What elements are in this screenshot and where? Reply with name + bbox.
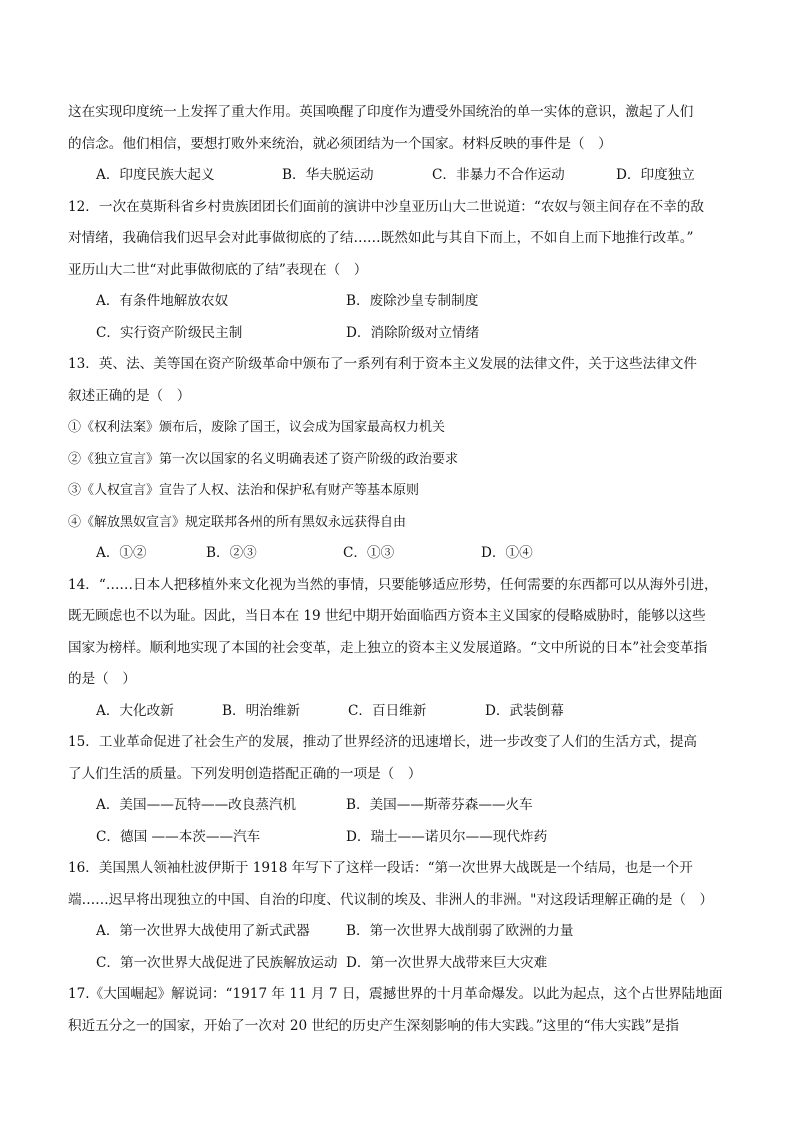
q12-option-d: D．消除阶级对立情绪 [346,324,480,341]
q16-stem-line-2: 端……迟早将出现独立的中国、自治的印度、代议制的埃及、非洲人的非洲。"对这段话理解正确的是（ ） [68,891,714,908]
q11-option-d: D．印度独立 [616,167,695,183]
q13-statement-1: ①《权利法案》颁布后，废除了国王，议会成为国家最高权力机关 [68,420,446,435]
q15-stem-line-2: 了人们生活的质量。下列发明创造搭配正确的一项是（ ） [68,765,422,782]
q16-stem-line-1: 16．美国黑人领袖杜波伊斯于 1918 年写下了这样一段话：“第一次世界大战既是一个结局，也是一个开 [68,860,693,876]
q15-option-c: C．德国 ——本茨——汽车 [96,828,261,845]
q13-statement-3: ③《人权宣言》宣告了人权、法治和保护私有财产等基本原则 [68,483,420,498]
q12-options-row-2 [68,318,724,350]
q14-option-c: C．百日维新 [348,702,427,719]
q14-stem-line-2: 既无顾虑也不以为耻。因此，当日本在 19 世纪中期开始面临西方资本主义国家的侵略威胁时，能够以这些 [68,608,706,624]
q13-stem-line-2: 叙述正确的是（ ） [68,387,191,404]
q14-stem-line-4: 的是（ ） [68,671,136,687]
exam-page [68,97,724,1042]
q13-statement-4: ④《解放黑奴宣言》规定联邦各州的所有黑奴永远获得自由 [68,514,407,530]
q12-option-b: B．废除沙皇专制制度 [346,293,479,309]
q13-stem-line-1: 13．英、法、美等国在资产阶级革命中颁布了一系列有利于资本主义发展的法律文件，关于这些法律文件 [68,356,698,372]
q15-option-a: A．美国——瓦特——改良蒸汽机 [96,797,297,813]
q15-options-row-1 [68,790,724,822]
q16-option-b: B．第一次世界大战削弱了欧洲的力量 [346,923,574,939]
q13-option-c: C．①③ [343,545,395,561]
q12-option-a: A．有条件地解放农奴 [96,293,229,309]
q17-stem-line-1: 17.《大国崛起》解说词：“1917 年 11 月 7 日，震撼世界的十月革命爆发。以此为起点，这个占世界陆地面 [68,986,723,1002]
q12-stem-line-1: 12．一次在莫斯科省乡村贵族团团长们面前的演讲中沙皇亚历山大二世说道：“农奴与领主间存在不幸的敌 [68,198,704,215]
q16-option-d: D．第一次世界大战带来巨大灾难 [346,954,548,971]
q16-options-row-2 [68,948,724,980]
q14-stem-line-3: 国家为榜样。顺利地实现了本国的社会变革，走上独立的资本主义发展道路。“文中所说的日本”社会变革指 [68,639,708,656]
q11-options [68,160,724,192]
q13-option-d: D．①④ [481,545,533,561]
q14-option-b: B．明治维新 [222,702,300,719]
q16-options-row-1 [68,916,724,948]
q12-option-c: C．实行资产阶级民主制 [96,324,243,341]
q15-option-b: B．美国——斯蒂芬森——火车 [346,797,533,813]
q17-stem-line-2: 积近五分之一的国家，开始了一次对 20 世纪的历史产生深刻影响的伟大实践。”这里的“伟大实践”是指 [68,1017,679,1034]
q12-stem-line-3: 亚历山大二世“对此事做彻底的了结”表现在（ ） [68,261,368,278]
q11-option-c: C．非暴力不合作运动 [432,167,565,183]
q11-option-a: A．印度民族大起义 [96,167,215,183]
q13-option-b: B．②③ [206,545,257,561]
q14-options [68,696,724,728]
q13-options [68,538,724,570]
q15-options-row-2 [68,822,724,854]
q11-stem-line-2: 的信念。他们相信，要想打败外来统治，就必须团结为一个国家。材料反映的事件是（ ） [68,135,612,152]
q14-option-a: A．大化改新 [96,702,174,719]
q11-stem-line-1: 这在实现印度统一上发挥了重大作用。英国唤醒了印度作为遭受外国统治的单一实体的意识，激起了人们 [68,104,694,120]
q14-stem-line-1: 14．“……日本人把移植外来文化视为当然的事情，只要能够适应形势，任何需要的东西都可以从海外引进， [68,576,718,593]
q12-options-row-1 [68,286,724,318]
q15-stem-line-1: 15．工业革命促进了社会生产的发展，推动了世界经济的迅速增长，进一步改变了人们的生活方式，提高 [68,734,698,750]
q13-statement-2: ②《独立宣言》第一次以国家的名义明确表述了资产阶级的政治要求 [68,451,459,467]
q16-option-c: C．第一次世界大战促进了民族解放运动 [96,954,338,971]
q11-option-b: B．华夫脱运动 [282,167,374,183]
q13-option-a: A．①② [96,545,147,561]
q15-option-d: D．瑞士——诺贝尔——现代炸药 [346,828,548,845]
q16-option-a: A．第一次世界大战使用了新式武器 [96,923,310,939]
q12-stem-line-2: 对情绪，我确信我们迟早会对此事做彻底的了结……既然如此与其自下而上，不如自上而下地推行改革。” [68,230,694,246]
q14-option-d: D．武装倒幕 [485,702,564,719]
